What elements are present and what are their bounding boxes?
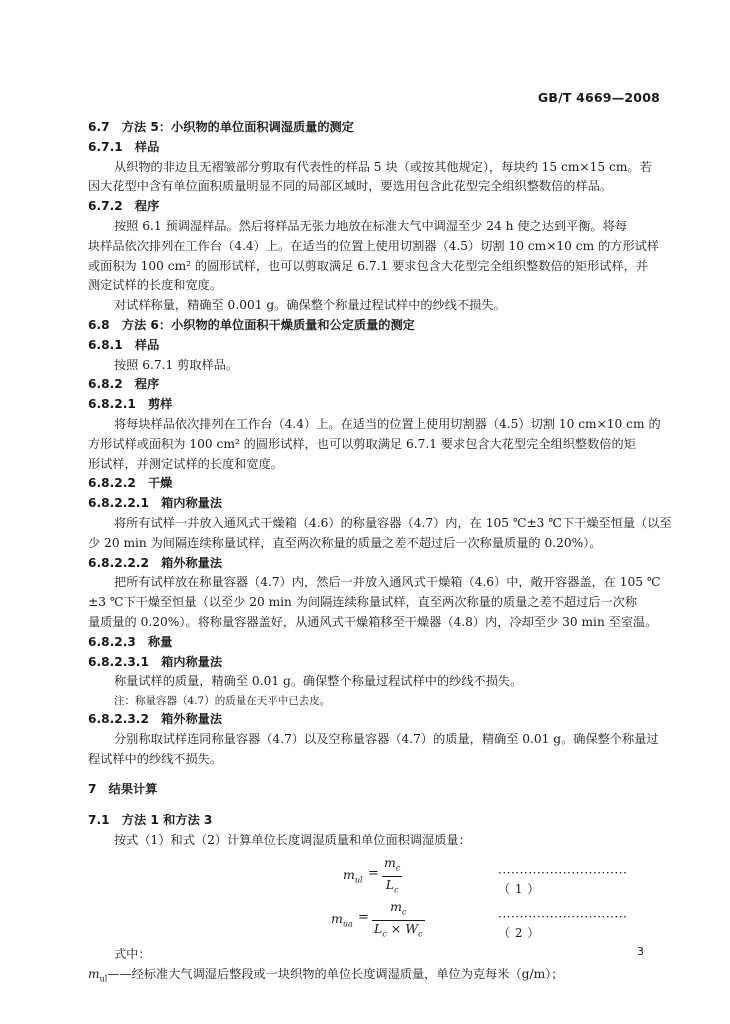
equation-number: ······························（ 1 ） xyxy=(498,865,628,896)
paragraph-line: 测定试样的长度和宽度。 xyxy=(88,278,223,293)
symbol: m xyxy=(343,866,355,882)
paragraph-line: 按照 6.7.1 剪取样品。 xyxy=(114,357,239,372)
formula-1 xyxy=(88,855,658,895)
paragraph-line: 程试样中的纱线不损失。 xyxy=(88,751,223,766)
paragraph-line: 将所有试样一并放入通风式干燥箱（4.6）的称量容器（4.7）内，在 105 ℃±3 ℃下干燥至恒量（以至 xyxy=(114,515,672,530)
paragraph-line: 块样品依次排列在工作台（4.4）上。在适当的位置上使用切割器（4.5）切割 10 cm×10 cm 的方形试样 xyxy=(88,238,660,253)
numerator xyxy=(372,899,425,921)
paragraph-line: 量质量的 0.20%）。将称量容器盖好，从通风式干燥箱移至干燥器（4.8）内，冷却至少 30 min 至室温。 xyxy=(88,614,658,629)
paragraph-line: ±3 ℃下干燥至恒量（以至少 20 min 为间隔连续称量试样，直至两次称量的质量之差不超过后一次称 xyxy=(88,595,638,610)
paragraph-line: 对试样称量，精确至 0.001 g。确保整个称量过程试样中的纱线不损失。 xyxy=(114,298,506,313)
subsection-heading: 7.1 方法 1 和方法 3 xyxy=(88,813,213,828)
where-label: 式中： xyxy=(114,946,151,961)
paragraph-line: 形试样，并测定试样的长度和宽度。 xyxy=(88,456,283,471)
subscript: c xyxy=(394,885,399,895)
equation-number-label: （ 2 ） xyxy=(498,925,540,940)
subscript: c xyxy=(395,863,401,873)
definition-text: ——经标准大气调湿后整段或一块织物的单位长度调湿质量，单位为克每米（g/m）； xyxy=(107,966,564,981)
formula-lhs xyxy=(343,867,363,885)
subscript: ul xyxy=(354,875,363,885)
symbol: m xyxy=(331,910,343,926)
formula-2 xyxy=(88,899,658,939)
note-text: 注：称量容器（4.7）的质量在天平中已去皮。 xyxy=(114,695,331,708)
equals-sign: = xyxy=(358,909,369,925)
equals-sign: = xyxy=(368,865,379,881)
equation-number-label: （ 1 ） xyxy=(498,881,540,896)
definition-subscript: ul xyxy=(99,974,108,984)
paragraph-line: 将每块样品依次排列在工作台（4.4）上。在适当的位置上使用切割器（4.5）切割 10 cm×10 cm 的 xyxy=(114,416,661,431)
equation-number: ······························（ 2 ） xyxy=(498,909,628,940)
section-heading: 6.8.2.3.1 箱内称量法 xyxy=(88,654,223,669)
paragraph-line: 因大花型中含有单位面积质量明显不同的局部区域时，要选用包含此花型完全组织整数倍的样品。 xyxy=(88,179,613,194)
subscript: ua xyxy=(342,919,353,929)
formula-intro: 按式（1）和式（2）计算单位长度调湿质量和单位面积调湿质量： xyxy=(114,833,471,848)
paragraph-line: 按照 6.1 预调湿样品。然后将样品无张力地放在标准大气中调湿至少 24 h 使之达到平衡。将每 xyxy=(114,218,628,233)
section-heading: 6.8.2 程序 xyxy=(88,377,160,392)
fraction xyxy=(372,899,425,943)
document-body xyxy=(88,118,672,989)
section-heading: 6.8.2.2.1 箱内称量法 xyxy=(88,496,223,511)
symbol: m xyxy=(384,854,396,870)
spacer xyxy=(88,799,658,811)
subscript: c xyxy=(401,907,407,917)
symbol: W xyxy=(405,921,419,937)
section-heading: 6.8.2.3 称量 xyxy=(88,634,173,649)
symbol: L xyxy=(385,877,395,893)
section-7 xyxy=(88,780,658,989)
times-sign: × xyxy=(386,921,406,937)
section-heading: 6.7.2 程序 xyxy=(88,199,160,214)
section-heading: 6.8.2.2.2 箱外称量法 xyxy=(88,555,223,570)
denominator xyxy=(372,921,425,943)
subscript: c xyxy=(382,929,387,939)
standard-code-header: GB/T 4669—2008 xyxy=(537,90,660,105)
paragraph-line: 从织物的非边且无褶皱部分剪取有代表性的样品 5 块（或按其他规定），每块约 15 cm×15 cm。若 xyxy=(114,159,652,174)
definition-line xyxy=(88,965,658,989)
section-heading: 6.8.1 样品 xyxy=(88,337,160,352)
paragraph-line: 分别称取试样连同称量容器（4.7）以及空称量容器（4.7）的质量，精确至 0.01 g。确保整个称量过 xyxy=(114,731,659,746)
paragraph-line: 少 20 min 为间隔连续称量试样，直至两次称量的质量之差不超过后一次称量质量的 0.20%）。 xyxy=(88,535,602,550)
formula-lhs xyxy=(331,911,353,929)
numerator xyxy=(382,855,402,877)
paragraph-line: 称量试样的质量，精确至 0.01 g。确保整个称量过程试样中的纱线不损失。 xyxy=(114,674,523,689)
definition-symbol: m xyxy=(88,966,100,981)
denominator xyxy=(382,877,402,899)
section-heading: 6.8.2.1 剪样 xyxy=(88,397,173,412)
section-heading: 6.7 方法 5：小织物的单位面积调湿质量的测定 xyxy=(88,120,354,134)
paragraph-line: 方形试样或面积为 100 cm² 的圆形试样，也可以剪取满足 6.7.1 要求包含大花型完全组织整数倍的矩 xyxy=(88,436,636,451)
section-heading: 6.7.1 样品 xyxy=(88,139,160,154)
page-number: 3 xyxy=(637,945,644,958)
section-heading: 6.8.2.2 干燥 xyxy=(88,476,173,491)
section-heading: 6.8.2.3.2 箱外称量法 xyxy=(88,712,223,727)
fraction xyxy=(382,855,402,899)
section-heading: 7 结果计算 xyxy=(88,781,158,796)
section-heading: 6.8 方法 6：小织物的单位面积干燥质量和公定质量的测定 xyxy=(88,317,415,332)
symbol: L xyxy=(374,921,383,937)
subscript: c xyxy=(418,929,423,939)
paragraph-line: 把所有试样放在称量容器（4.7）内，然后一并放入通风式干燥箱（4.6）中，敞开容器盖，在 105 ℃ xyxy=(114,575,661,590)
symbol: m xyxy=(390,898,402,914)
paragraph-line: 或面积为 100 cm² 的圆形试样，也可以剪取满足 6.7.1 要求包含大花型完全组织整数倍的矩形试样，并 xyxy=(88,258,649,273)
text-lines xyxy=(88,118,672,770)
